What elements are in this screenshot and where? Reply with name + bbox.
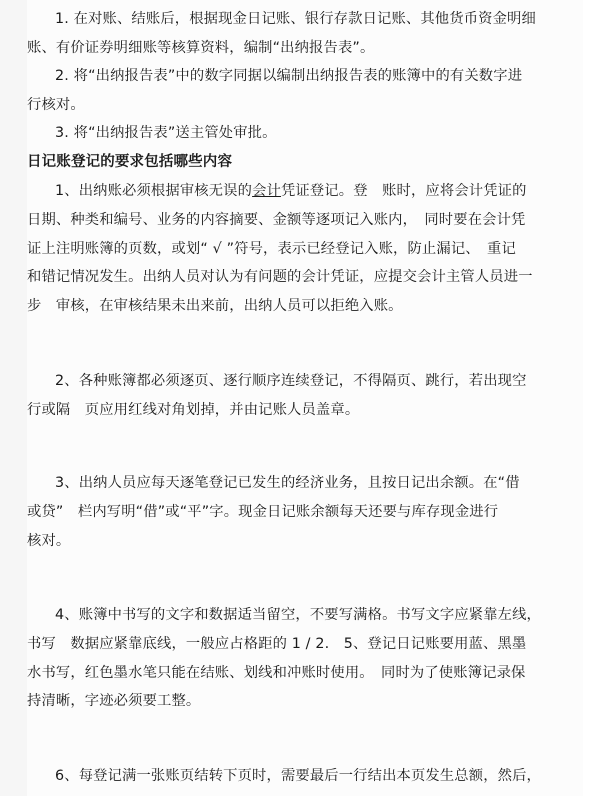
rule-1-line-3: 证上注明账簿的页数，或划“ √ ”符号，表示已经登记入账，防止漏记、 重记 bbox=[27, 241, 516, 257]
rule-1-line-5: 步 审核，在审核结果未出来前，出纳人员可以拒绝入账。 bbox=[27, 298, 403, 314]
rule-2-line-2: 行或隔 页应用红线对角划掉，并由记账人员盖章。 bbox=[27, 402, 360, 418]
section-heading: 日记账登记的要求包括哪些内容 bbox=[27, 154, 233, 170]
rule-1-line-2: 日期、种类和编号、业务的内容摘要、金额等逐项记入账内， 同时要在会计凭 bbox=[27, 212, 526, 228]
rule-1-text-a: 1、出纳账必须根据审核无误的 bbox=[55, 183, 253, 199]
rule-4-line-4: 持清晰，字迹必须要工整。 bbox=[27, 693, 201, 709]
left-margin-strip bbox=[0, 0, 27, 796]
rule-3-line-2: 或贷” 栏内写明“借”或“平”字。现金日记账余额每天还要与库存现金进行 bbox=[27, 504, 499, 520]
rule-1-line-4: 和错记情况发生。出纳人员对认为有问题的会计凭证，应提交会计主管人员进一 bbox=[27, 269, 533, 285]
rule-4-line-2: 书写 数据应紧靠底线，一般应占格距的 1 / 2. 5、登记日记账要用蓝、黑墨 bbox=[27, 636, 527, 652]
accounting-link[interactable]: 会计 bbox=[252, 183, 281, 199]
rule-4-line-3: 水书写，红色墨水笔只能在结账、划线和冲账时使用。 同时为了使账簿记录保 bbox=[27, 665, 526, 681]
report-step-3-line-1: 3. 将“出纳报告表”送主管处审批。 bbox=[55, 125, 277, 141]
report-step-1-line-1: 1. 在对账、结账后，根据现金日记账、银行存款日记账、其他货币资金明细 bbox=[55, 11, 536, 27]
rule-4-line-1: 4、账簿中书写的文字和数据适当留空，不要写满格。书写文字应紧靠左线， bbox=[55, 607, 541, 623]
rule-3-line-3: 核对。 bbox=[27, 533, 71, 549]
rule-2-line-1: 2、各种账簿都必须逐页、逐行顺序连续登记，不得隔页、跳行，若出现空 bbox=[55, 373, 527, 389]
rule-3-line-1: 3、出纳人员应每天逐笔登记已发生的经济业务，且按日记出余额。在“借 bbox=[55, 475, 520, 491]
rule-1-text-b: 凭证登记。登 账时，应将会计凭证的 bbox=[280, 183, 527, 199]
rule-6-line-1: 6、每登记满一张账页结转下页时，需要最后一行结出本页发生总额，然后， bbox=[55, 768, 541, 784]
rule-1-line-1 bbox=[27, 181, 527, 201]
report-step-2-line-1: 2. 将“出纳报告表”中的数字同据以编制出纳报告表的账簿中的有关数字进 bbox=[55, 68, 523, 84]
report-step-2-line-2: 行核对。 bbox=[27, 97, 85, 113]
report-step-1-line-2: 账、有价证券明细账等核算资料，编制“出纳报告表”。 bbox=[27, 40, 375, 56]
